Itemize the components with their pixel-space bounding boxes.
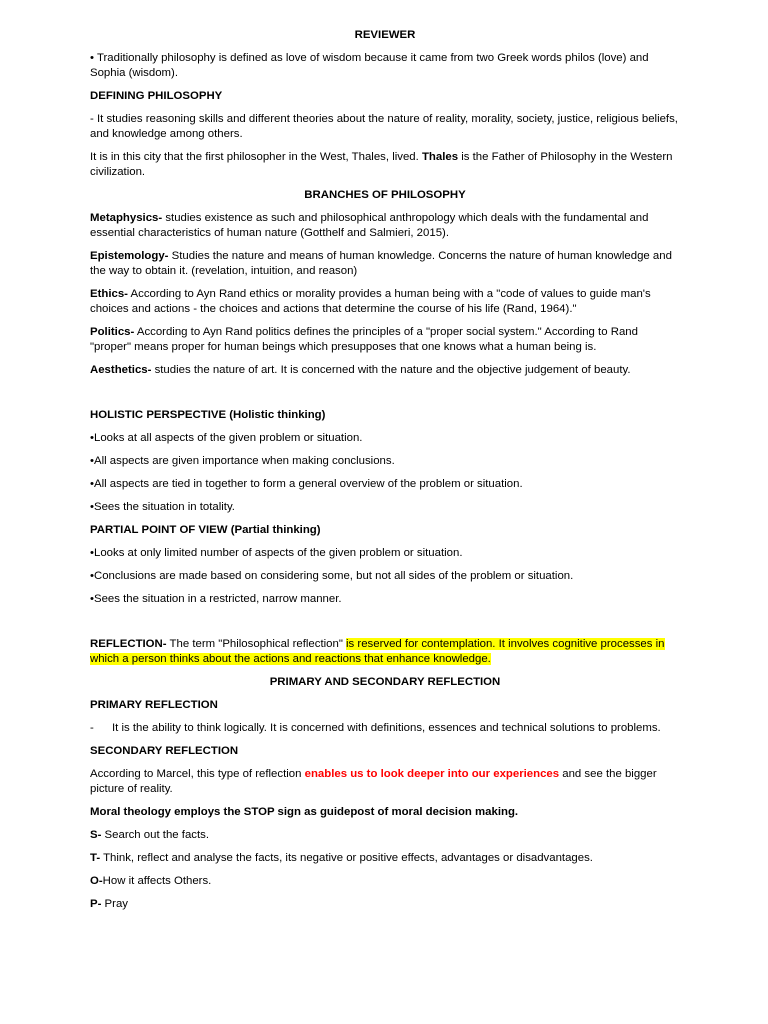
defining-paragraph-2 [90,150,680,180]
defining-paragraph-1: - It studies reasoning skills and different theories about the nature of reality, morality, society, justice, religious beliefs, and knowledge among others. [90,113,678,140]
stop-text: Pray [101,898,128,910]
document-title: REVIEWER [354,29,416,41]
branch-term: Aesthetics- [90,364,152,376]
spacer [90,615,680,637]
stop-text: Search out the facts. [101,829,210,841]
secondary-paragraph [90,767,680,797]
defining-p2-bold: Thales [421,151,459,163]
branch-text: According to Ayn Rand ethics or morality provides a human being with a "code of values to guide man's choices and actions - the choices and actions that determine the course of his life (Rand, 1964)." [90,288,651,315]
partial-item: •Conclusions are made based on considering some, but not all sides of the problem or situation. [90,570,574,582]
document-content [90,28,680,920]
branch-term: Metaphysics- [90,212,163,224]
stop-item [90,897,680,912]
branches-heading: BRANCHES OF PHILOSOPHY [304,189,466,201]
stop-letter: S- [90,829,102,841]
secondary-pre: According to Marcel, this type of reflection [90,768,305,780]
branch-term: Epistemology- [90,250,169,262]
defining-heading: DEFINING PHILOSOPHY [90,90,223,102]
holistic-heading: HOLISTIC PERSPECTIVE (Holistic thinking) [90,409,326,421]
stop-item [90,828,680,843]
reflection-paragraph [90,637,680,667]
branch-item [90,325,680,355]
stop-heading: Moral theology employs the STOP sign as guidepost of moral decision making. [90,806,519,818]
holistic-item: •All aspects are tied in together to form a general overview of the problem or situation. [90,478,523,490]
branch-text: According to Ayn Rand politics defines the principles of a "proper social system." According to Rand "proper" means proper for human beings which presupposes that one knows what a human being is. [90,326,638,353]
branch-item [90,363,680,378]
partial-item: •Sees the situation in a restricted, narrow manner. [90,593,342,605]
branch-term: Ethics- [90,288,128,300]
branch-text: Studies the nature and means of human knowledge. Concerns the nature of human knowledge and the way to obtain it. (revelation, intuition, and reason) [90,250,672,277]
branch-text: studies existence as such and philosophical anthropology which deals with the fundamental and essential characteristics of human nature (Gotthelf and Salmieri, 2015). [90,212,649,239]
stop-text: Think, reflect and analyse the facts, its negative or positive effects, advantages or disadvantages. [100,852,593,864]
stop-letter: P- [90,898,102,910]
branch-item [90,211,680,241]
primary-text: It is the ability to think logically. It is concerned with definitions, essences and technical solutions to problems. [112,722,661,734]
primary-dash: - [90,722,94,734]
defining-p2-pre: It is in this city that the first philosopher in the West, Thales, lived. [90,151,422,163]
primary-paragraph [90,721,680,736]
branch-item [90,287,680,317]
secondary-heading: SECONDARY REFLECTION [90,745,239,757]
stop-letter: T- [90,852,101,864]
stop-item [90,851,680,866]
holistic-item: •Looks at all aspects of the given problem or situation. [90,432,363,444]
branch-text: studies the nature of art. It is concerned with the nature and the objective judgement of beauty. [151,364,631,376]
secondary-post: and see the bigger picture of reality. [90,768,657,795]
partial-heading: PARTIAL POINT OF VIEW (Partial thinking) [90,524,321,536]
branch-item [90,249,680,279]
branch-term: Politics- [90,326,135,338]
holistic-item: •Sees the situation in totality. [90,501,235,513]
prim-sec-heading: PRIMARY AND SECONDARY REFLECTION [269,676,501,688]
secondary-red: enables us to look deeper into our experiences [304,768,560,780]
holistic-item: •All aspects are given importance when making conclusions. [90,455,395,467]
stop-letter: O- [90,875,103,887]
intro-paragraph: • Traditionally philosophy is defined as love of wisdom because it came from two Greek words philos (love) and Sophia (wisdom). [90,52,649,79]
reflection-highlight: is reserved for contemplation. It involves cognitive processes in which a person thinks about the actions and reactions that enhance knowledge. [90,638,665,665]
partial-item: •Looks at only limited number of aspects of the given problem or situation. [90,547,463,559]
spacer [90,386,680,408]
stop-text: How it affects Others. [102,875,212,887]
stop-item [90,874,680,889]
reflection-plain: The term "Philosophical reflection" [166,638,347,650]
defining-p2-post: is the Father of Philosophy in the Western civilization. [90,151,673,178]
primary-heading: PRIMARY REFLECTION [90,699,218,711]
reflection-term: REFLECTION- [90,638,167,650]
